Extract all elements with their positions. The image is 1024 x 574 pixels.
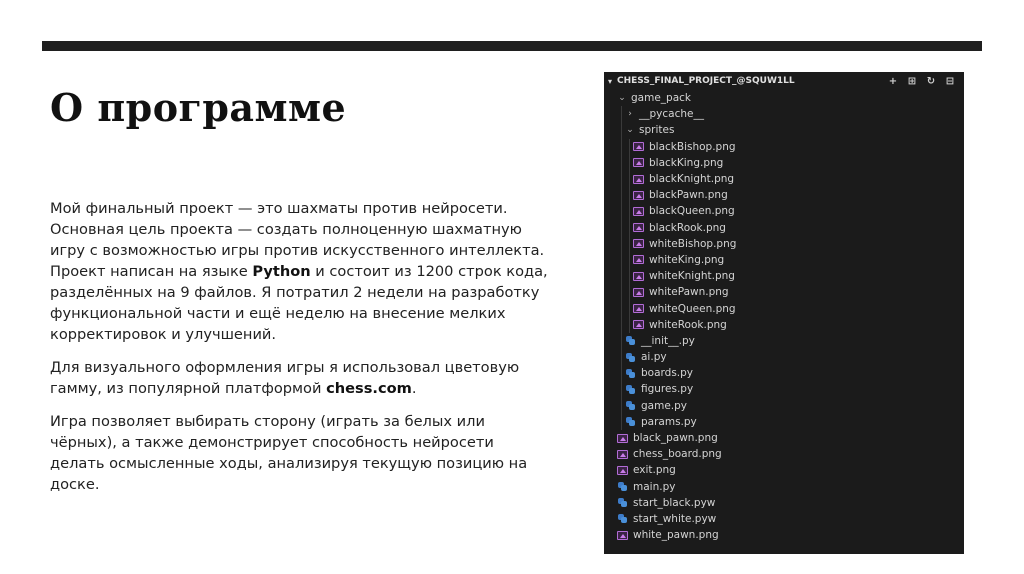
indent-guide	[621, 106, 622, 430]
tree-file[interactable]	[604, 203, 964, 219]
image-file-icon	[633, 304, 644, 313]
new-folder-icon[interactable]: ⊞	[907, 75, 917, 87]
tree-file[interactable]	[604, 381, 964, 397]
bold-text: chess.com	[326, 380, 412, 397]
python-file-icon	[625, 352, 636, 363]
tree-file[interactable]	[604, 479, 964, 495]
tree-file[interactable]	[604, 300, 964, 316]
tree-file[interactable]	[604, 462, 964, 478]
tree-file[interactable]	[604, 414, 964, 430]
tree-folder[interactable]	[604, 90, 964, 106]
tree-item-label: start_black.pyw	[633, 496, 716, 509]
tree-item-label: params.py	[641, 415, 697, 428]
tree-file[interactable]	[604, 155, 964, 171]
tree-file[interactable]	[604, 527, 964, 543]
text-run: Игра позволяет выбирать сторону (играть за белых или чёрных), а также демонстрирует способность нейросети делать осмысленные ходы, анализируя текущую позицию на доске.	[50, 413, 528, 493]
slide-title: О программе	[50, 85, 347, 130]
text-run: .	[411, 380, 417, 397]
tree-item-label: whiteBishop.png	[649, 237, 737, 250]
tree-item-label: main.py	[633, 480, 676, 493]
tree-item-label: game_pack	[631, 92, 691, 105]
tree-item-label: blackRook.png	[649, 221, 726, 234]
tree-file[interactable]	[604, 139, 964, 155]
image-file-icon	[633, 142, 644, 151]
tree-file[interactable]	[604, 495, 964, 511]
tree-item-label: whiteKing.png	[649, 253, 725, 266]
chevron-right-icon[interactable]: ›	[628, 109, 632, 120]
python-file-icon	[625, 368, 636, 379]
tree-item-label: chess_board.png	[633, 448, 722, 461]
tree-item-label: __init__.py	[641, 334, 695, 347]
tree-file[interactable]	[604, 187, 964, 203]
tree-file[interactable]	[604, 236, 964, 252]
python-file-icon	[625, 384, 636, 395]
tree-item-label: sprites	[639, 124, 675, 137]
image-file-icon	[633, 320, 644, 329]
tree-item-label: whiteKnight.png	[649, 270, 735, 283]
tree-item-label: blackPawn.png	[649, 189, 728, 202]
slide-body	[50, 198, 550, 507]
paragraph-1	[50, 198, 550, 345]
tree-file[interactable]	[604, 284, 964, 300]
python-file-icon	[617, 481, 628, 492]
file-explorer-panel	[604, 72, 964, 554]
paragraph-2	[50, 357, 550, 399]
image-file-icon	[633, 158, 644, 167]
tree-file[interactable]	[604, 317, 964, 333]
tree-item-label: black_pawn.png	[633, 432, 718, 445]
tree-item-label: white_pawn.png	[633, 529, 719, 542]
tree-item-label: whiteQueen.png	[649, 302, 736, 315]
tree-file[interactable]	[604, 398, 964, 414]
tree-item-label: whitePawn.png	[649, 286, 729, 299]
image-file-icon	[633, 207, 644, 216]
tree-item-label: whiteRook.png	[649, 318, 727, 331]
tree-item-label: __pycache__	[639, 108, 704, 121]
tree-item-label: exit.png	[633, 464, 676, 477]
explorer-header[interactable]	[604, 72, 964, 90]
tree-folder[interactable]	[604, 122, 964, 138]
tree-file[interactable]	[604, 220, 964, 236]
image-file-icon	[617, 434, 628, 443]
image-file-icon	[617, 531, 628, 540]
refresh-icon[interactable]: ↻	[926, 75, 936, 87]
image-file-icon	[617, 466, 628, 475]
top-divider	[42, 41, 982, 51]
chevron-down-icon[interactable]: ⌄	[618, 93, 626, 104]
tree-file[interactable]	[604, 171, 964, 187]
tree-item-label: blackKnight.png	[649, 173, 735, 186]
tree-item-label: blackBishop.png	[649, 140, 736, 153]
chevron-down-icon[interactable]: ⌄	[626, 125, 634, 136]
project-title: CHESS_FINAL_PROJECT_@SQUW1LL	[617, 76, 795, 86]
tree-file[interactable]	[604, 333, 964, 349]
image-file-icon	[633, 288, 644, 297]
python-file-icon	[625, 416, 636, 427]
text-run: Основная цель проекта — создать полноценную шахматную игру с возможностью игры против искусственного интеллекта. Проект написан на языке	[50, 221, 545, 280]
tree-folder[interactable]	[604, 106, 964, 122]
tree-item-label: ai.py	[641, 351, 667, 364]
bold-text: Python	[252, 263, 311, 280]
tree-item-label: boards.py	[641, 367, 694, 380]
text-run: Мой финальный проект — это шахматы против нейросети.	[50, 200, 508, 217]
indent-guide	[629, 139, 630, 333]
chevron-down-icon[interactable]: ▾	[608, 76, 613, 86]
text-run: Для визуального оформления игры я использовал цветовую гамму, из популярной платформой	[50, 359, 520, 397]
new-file-icon[interactable]: +	[888, 75, 898, 87]
explorer-actions	[887, 75, 956, 87]
python-file-icon	[617, 513, 628, 524]
image-file-icon	[633, 239, 644, 248]
collapse-all-icon[interactable]: ⊟	[945, 75, 955, 87]
tree-item-label: figures.py	[641, 383, 694, 396]
paragraph-3	[50, 411, 550, 495]
tree-file[interactable]	[604, 268, 964, 284]
tree-file[interactable]	[604, 446, 964, 462]
tree-file[interactable]	[604, 430, 964, 446]
tree-item-label: blackKing.png	[649, 156, 724, 169]
text-run: и состоит из 1200 строк кода, разделённых на 9 файлов. Я потратил 2 недели на разработку функциональной части и ещё неделю на внесение мелких корректировок и улучшений.	[50, 263, 548, 343]
tree-file[interactable]	[604, 349, 964, 365]
tree-file[interactable]	[604, 365, 964, 381]
image-file-icon	[633, 255, 644, 264]
image-file-icon	[617, 450, 628, 459]
image-file-icon	[633, 272, 644, 281]
image-file-icon	[633, 175, 644, 184]
tree-item-label: blackQueen.png	[649, 205, 735, 218]
file-tree	[604, 90, 964, 543]
tree-item-label: game.py	[641, 399, 688, 412]
image-file-icon	[633, 223, 644, 232]
tree-item-label: start_white.pyw	[633, 512, 717, 525]
python-file-icon	[625, 400, 636, 411]
tree-file[interactable]	[604, 511, 964, 527]
python-file-icon	[617, 497, 628, 508]
tree-file[interactable]	[604, 252, 964, 268]
python-file-icon	[625, 335, 636, 346]
image-file-icon	[633, 191, 644, 200]
